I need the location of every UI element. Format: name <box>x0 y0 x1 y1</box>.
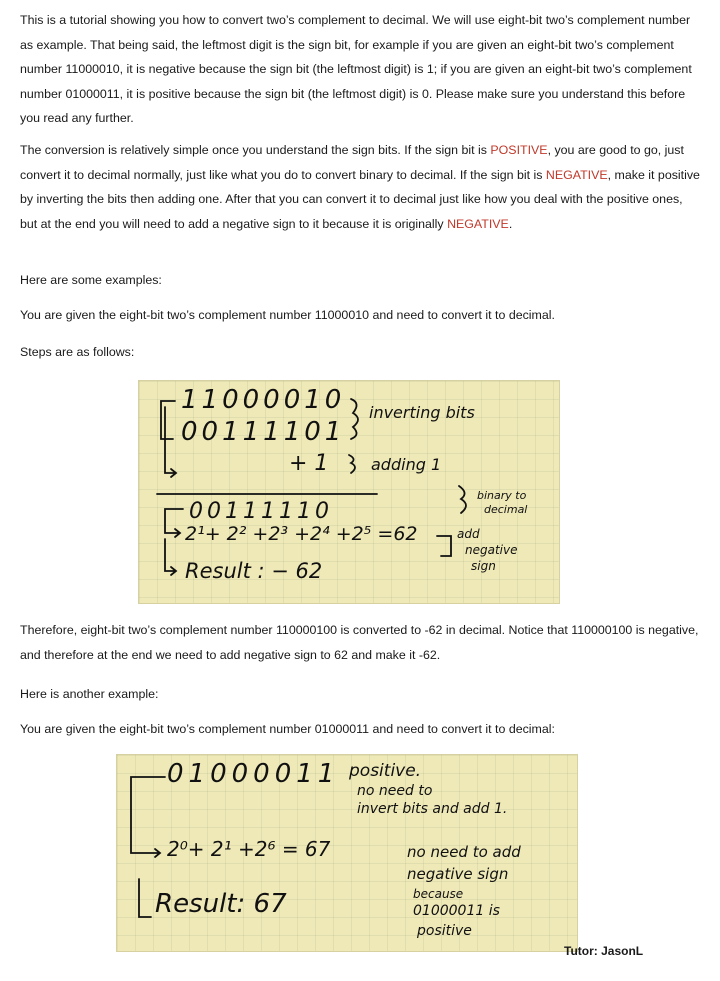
positive-highlight: POSITIVE <box>490 143 548 157</box>
note-no-need-add: no need to add <box>407 843 521 861</box>
handwritten-example-1 <box>138 380 560 604</box>
negative-highlight: NEGATIVE <box>545 167 608 182</box>
result-negative-62: Result : − 62 <box>185 559 323 583</box>
plus-one: + 1 <box>289 451 329 476</box>
power-sum-67: 2⁰+ 2¹ +2⁶ = 67 <box>167 837 331 861</box>
steps-heading: Steps are as follows: <box>20 345 135 359</box>
note-sign: sign <box>471 559 496 573</box>
note-invert-add: invert bits and add 1. <box>357 801 508 817</box>
note-negative-sign: negative sign <box>407 865 509 883</box>
conversion-paragraph <box>20 138 702 236</box>
binary-sum: 00111110 <box>189 499 333 524</box>
text-segment: , you are good to go, just convert it to decimal normally, just like what you do to convert binary to decimal. If the sign bit is <box>20 143 684 182</box>
example1-prompt: You are given the eight-bit two’s complement number 11000010 and need to convert it to decimal. <box>20 308 555 322</box>
note-inverting-bits: inverting bits <box>369 403 475 422</box>
note-because: because <box>413 887 464 901</box>
note-no-need: no need to <box>357 783 433 799</box>
note-adding-one: adding 1 <box>371 455 442 474</box>
example2-prompt: You are given the eight-bit two’s complement number 01000011 and need to convert it to decimal: <box>20 722 555 736</box>
negative-highlight: NEGATIVE <box>447 216 509 231</box>
intro-paragraph: This is a tutorial showing you how to convert two’s complement to decimal. We will use eight-bit two’s complement number as example. That being said, the leftmost digit is the sign bit, for example if you are given an eight-bit two’s complement number 11000010, it is negative because the sign bit (the leftmost digit) is 1; if you are given an eight-bit two’s complement number 01000011, it is positive because the sign bit (the leftmost digit) is 0. Please make sure you understand this before you read any further. <box>20 13 692 126</box>
handwritten-example-2 <box>116 754 578 952</box>
text-segment: . <box>508 216 513 231</box>
note-positive: positive. <box>349 761 422 781</box>
another-example-heading: Here is another example: <box>20 687 159 701</box>
note-binary-is: 01000011 is <box>413 903 500 919</box>
note-decimal: decimal <box>484 503 528 516</box>
note-positive-2: positive <box>417 923 472 939</box>
binary-positive: 01000011 <box>167 759 340 789</box>
binary-inverted: 00111101 <box>181 417 346 447</box>
examples-heading: Here are some examples: <box>20 273 162 287</box>
result-67: Result: 67 <box>155 889 287 919</box>
note-negative: negative <box>465 543 518 557</box>
tutor-signature: Tutor: JasonL <box>564 944 644 958</box>
power-sum: 2¹+ 2² +2³ +2⁴ +2⁵ =62 <box>185 523 418 545</box>
note-add: add <box>457 527 480 541</box>
note-binary-to: binary to <box>477 489 527 502</box>
binary-original: 11000010 <box>181 385 346 415</box>
text-segment: , make it positive by inverting the bits then adding one. After that you can convert it to decimal just like how you deal with the positive ones, but at the end you will need to add a negative sign to it because it is originally <box>20 167 700 231</box>
conclusion-paragraph: Therefore, eight-bit two’s complement number 110000100 is converted to -62 in decimal. Notice that 110000100 is negative, and therefore at the end we need to add negative sign to 62 and make it -62. <box>20 623 699 662</box>
text-segment: The conversion is relatively simple once you understand the sign bits. If the sign bit is <box>20 143 491 157</box>
